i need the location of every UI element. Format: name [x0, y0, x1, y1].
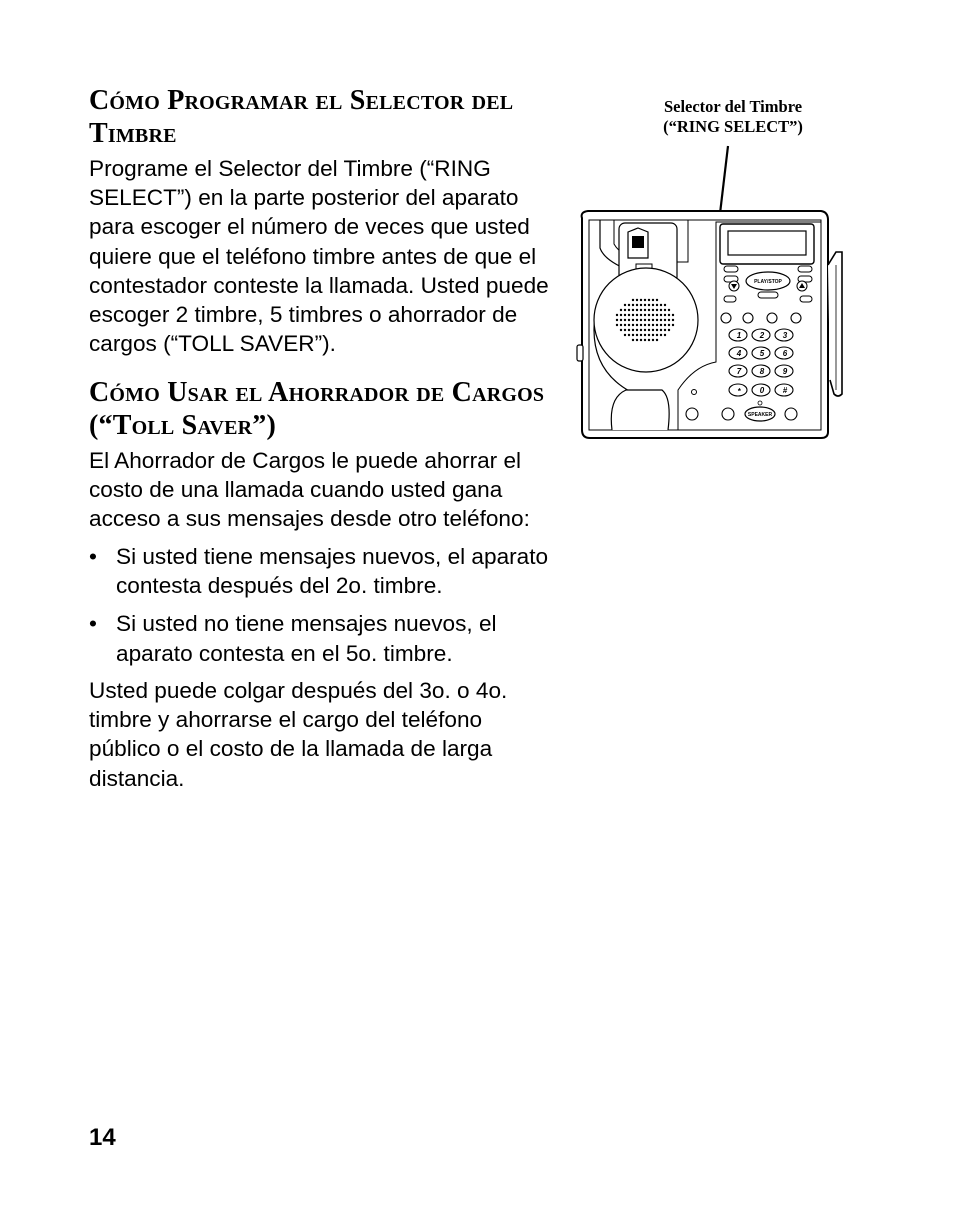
svg-text:8: 8	[759, 367, 765, 376]
keypad-key	[729, 329, 747, 341]
answering-machine-illustration	[576, 140, 846, 440]
bullet-text: Si usted no tiene mensajes nuevos, el aparato contesta en el 5o. timbre.	[116, 611, 497, 666]
ring-select-paragraph: Programe el Selector del Timbre (“RING SELECT”) en la parte posterior del aparato para escoger el número de veces que usted quiere que el teléfono timbre antes de que el contestador conteste la llamada. Usted puede escoger 2 timbre, 5 timbres o ahorrador de cargos (“TOLL SAVER”).	[89, 156, 549, 357]
toll-saver-outro: Usted puede colgar después del 3o. o 4o. timbre y ahorrarse el cargo del teléfono público o el costo de la llamada de larga distancia.	[89, 678, 508, 791]
svg-text:#: #	[782, 386, 788, 395]
svg-text:3: 3	[782, 331, 788, 340]
keypad-key	[775, 384, 793, 396]
list-item	[89, 609, 549, 667]
keypad-key	[752, 384, 770, 396]
svg-text:6: 6	[782, 349, 788, 358]
keypad-key	[752, 347, 770, 359]
bullet-text: Si usted tiene mensajes nuevos, el aparato contesta después del 2o. timbre.	[116, 544, 549, 599]
keypad-key	[775, 347, 793, 359]
keypad-key	[775, 329, 793, 341]
toll-saver-bullet-list	[89, 542, 549, 677]
svg-text:1: 1	[736, 331, 742, 340]
lcd-screen	[728, 231, 806, 255]
section-heading-ring-select: Cómo Programar el Selector del Timbre	[89, 85, 514, 149]
svg-text:5: 5	[759, 349, 765, 358]
toll-saver-intro: El Ahorrador de Cargos le puede ahorrar el costo de una llamada cuando usted gana acceso a sus mensajes desde otro teléfono:	[89, 448, 530, 532]
lower-handset-shape	[611, 390, 669, 430]
speaker-button-label: SPEAKER	[747, 412, 773, 418]
section-heading-toll-saver: Cómo Usar el Ahorrador de Cargos (“Toll Saver”)	[89, 377, 545, 441]
svg-text:9: 9	[782, 367, 788, 376]
speaker-led	[758, 401, 762, 405]
side-button	[577, 345, 583, 361]
keypad-key	[752, 365, 770, 377]
page-number: 14	[89, 1124, 116, 1151]
speaker-grille	[616, 299, 674, 341]
antenna	[828, 252, 842, 396]
list-item	[89, 542, 549, 600]
svg-text:0: 0	[759, 386, 765, 395]
bullet-marker: •	[89, 544, 97, 569]
svg-text:*: *	[737, 387, 741, 396]
callout-line-1: Selector del Timbre	[663, 97, 803, 116]
ring-select-callout	[640, 97, 826, 137]
keypad-key	[775, 365, 793, 377]
svg-text:7: 7	[736, 367, 742, 376]
keypad-key	[729, 347, 747, 359]
bullet-marker: •	[89, 611, 97, 637]
keypad-key	[729, 384, 747, 396]
svg-text:4: 4	[736, 349, 742, 358]
play-stop-label: PLAY/STOP	[754, 279, 782, 285]
callout-line-2: (“RING SELECT”)	[663, 117, 803, 136]
keypad-key	[729, 365, 747, 377]
svg-text:2: 2	[759, 331, 765, 340]
power-led	[692, 390, 697, 395]
keypad-key	[752, 329, 770, 341]
